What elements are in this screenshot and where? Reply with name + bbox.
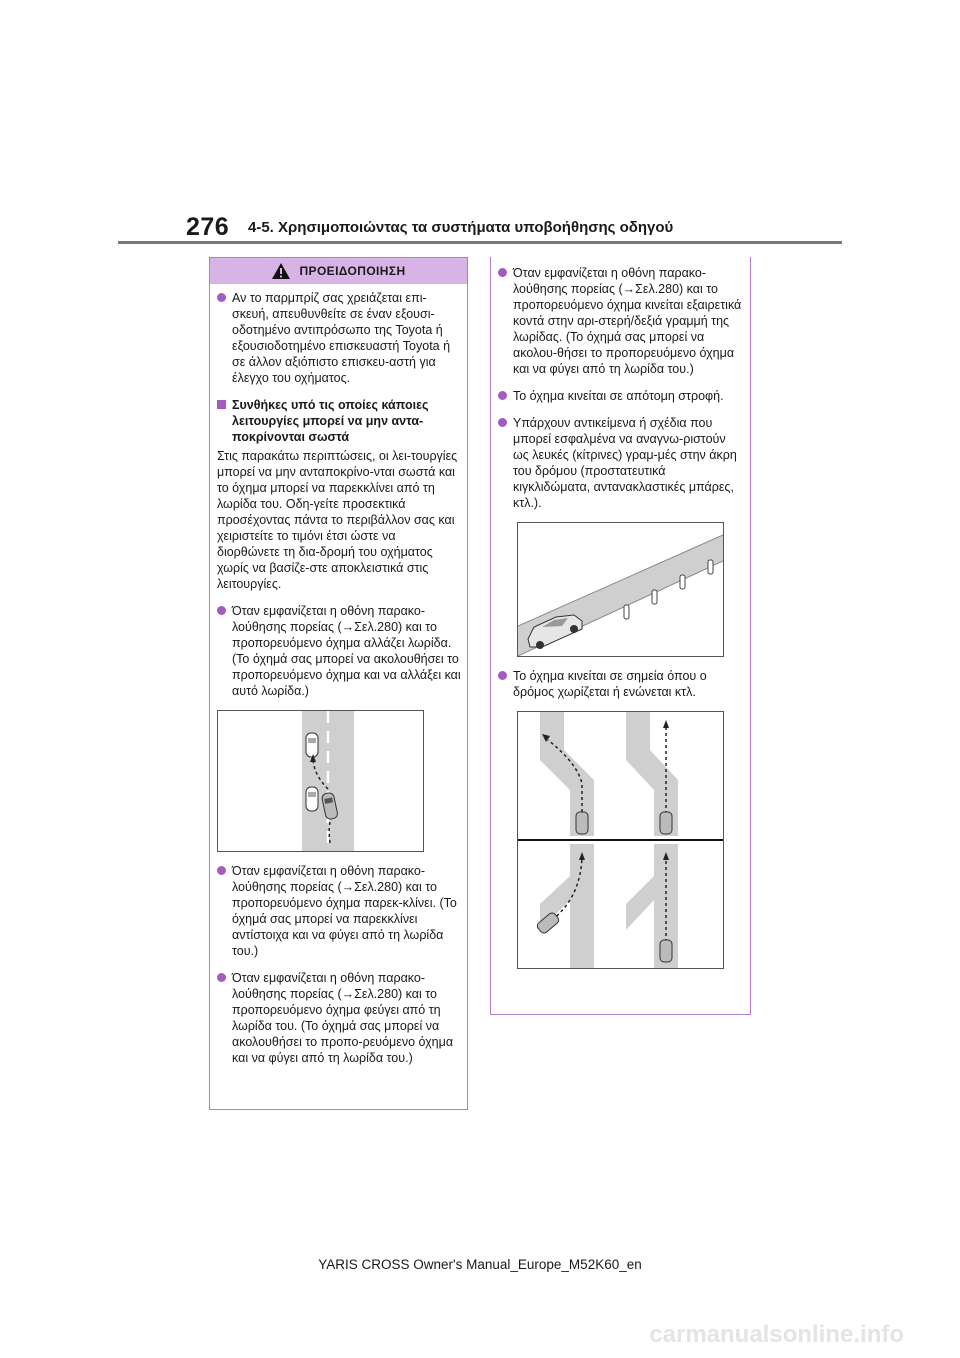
bullet-dot-icon bbox=[498, 391, 507, 400]
bullet-dot-icon bbox=[217, 973, 226, 982]
page-number: 276 bbox=[186, 213, 230, 241]
conditions-subheading: Συνθήκες υπό τις οποίες κάποιες λειτουργίες μπορεί να μην αντα-ποκρίνονται σωστά bbox=[217, 397, 461, 445]
warning-bullet-3: Όταν εμφανίζεται η οθόνη παρακο-λούθησης πορείας (→Σελ.280) και το προπορευόμενο όχημα παρεκ-κλίνει. (Το όχημά σας μπορεί να παρεκκλίνει αντίστοιχα και να φύγει από τη λωρίδα του.) bbox=[217, 863, 461, 959]
warning-bullet-2: Όταν εμφανίζεται η οθόνη παρακο-λούθησης πορείας (→Σελ.280) και το προπορευόμενο όχημα αλλάζει λωρίδα. (Το όχημά σας μπορεί να ακολουθήσει το προπορευόμενο όχημα και να αλλάξει και αυτό λωρίδα.) bbox=[217, 603, 461, 699]
car-icon bbox=[536, 911, 561, 934]
square-bullet-icon bbox=[217, 400, 226, 409]
right-column bbox=[490, 257, 751, 1015]
car-icon bbox=[660, 940, 672, 962]
merge-road-straight-panel bbox=[626, 844, 678, 968]
right-bullet-2: Το όχημα κινείται σε απότομη στροφή. bbox=[498, 388, 744, 404]
warning-bullet-4: Όταν εμφανίζεται η οθόνη παρακο-λούθησης πορείας (→Σελ.280) και το προπορευόμενο όχημα φεύγει από τη λωρίδα του. (Το όχημά σας μπορεί να ακολουθήσει το προπο-ρευόμενο όχημα και να φύγει από τη λωρίδα του.) bbox=[217, 970, 461, 1066]
watermark: carmanualsonline.info bbox=[649, 1321, 904, 1348]
right-bullet-3: Υπάρχουν αντικείμενα ή σχέδια που μπορεί εσφαλμένα να αναγνω-ριστούν ως λευκές (κίτρινες) γραμ-μές στην άκρη του δρόμου (προστατευτικά κιγκλιδώματα, αντανακλαστικές μπάρες, κτλ.). bbox=[498, 415, 744, 511]
split-road-straight-panel bbox=[626, 712, 678, 836]
warning-bullet-1: Αν το παρμπρίζ σας χρειάζεται επι-σκευή, απευθυνθείτε σε έναν εξουσι-οδοτημένο αντιπρόσωπο της Toyota ή εξουσιοδοτημένο επισκευαστή Toyota ή σε άλλον αξιόπιστο επισκευ-αστή για έλεγχο του οχήματος. bbox=[217, 290, 461, 386]
page-footer: YARIS CROSS Owner's Manual_Europe_M52K60_en bbox=[318, 1257, 642, 1272]
bullet-dot-icon bbox=[217, 293, 226, 302]
warning-box bbox=[209, 257, 468, 1110]
bullet-dot-icon bbox=[498, 671, 507, 680]
warning-triangle-icon bbox=[271, 262, 291, 280]
warning-heading: ΠΡΟΕΙΔΟΠΟΙΗΣΗ bbox=[299, 264, 406, 278]
bullet-dot-icon bbox=[498, 418, 507, 427]
merge-road-curve-panel bbox=[536, 844, 594, 968]
guardrail-post-icon bbox=[680, 575, 685, 589]
bullet-dot-icon bbox=[217, 606, 226, 615]
guardrail-post-icon bbox=[652, 590, 657, 604]
guardrail-post-icon bbox=[624, 605, 629, 619]
car-icon bbox=[576, 812, 588, 834]
car-icon bbox=[660, 812, 672, 834]
lane-change-illustration bbox=[217, 710, 424, 852]
conditions-paragraph: Στις παρακάτω περιπτώσεις, οι λει-τουργίες μπορεί να μην ανταποκρίνο-νται σωστά και το όχημα μπορεί να παρεκκλίνει από τη λωρίδα του. Οδη-γείτε προσεκτικά προσέχοντας πάντα το περιβάλλον σας και χειριστείτε το τιμόνι έτσι ώστε να διορθώνετε τη δια-δρομή του οχήματος χωρίς να βασίζε-στε αποκλειστικά στις λειτουργίες. bbox=[217, 449, 458, 591]
road-split-merge-illustration bbox=[517, 711, 724, 969]
section-title: 4-5. Χρησιμοποιώντας τα συστήματα υποβοήθησης οδηγού bbox=[248, 219, 674, 236]
warning-header bbox=[210, 258, 467, 284]
right-bullet-4: Το όχημα κινείται σε σημεία όπου ο δρόμος χωρίζεται ή ενώνεται κτλ. bbox=[498, 668, 744, 700]
guardrail-road-illustration bbox=[517, 522, 724, 657]
right-bullet-1: Όταν εμφανίζεται η οθόνη παρακο-λούθησης πορείας (→Σελ.280) και το προπορευόμενο όχημα κινείται εξαιρετικά κοντά στην αρι-στερή/δεξιά γραμμή της λωρίδας. (Το όχημά σας μπορεί να ακολου-θήσει το προπορευόμενο όχημα και να φύγει από τη λωρίδα του.) bbox=[498, 265, 744, 377]
header-divider bbox=[118, 241, 842, 244]
bullet-dot-icon bbox=[498, 268, 507, 277]
guardrail-post-icon bbox=[708, 560, 713, 574]
own-car-icon bbox=[306, 787, 318, 811]
bullet-dot-icon bbox=[217, 866, 226, 875]
preceding-car-icon bbox=[306, 733, 318, 757]
split-road-left-panel bbox=[540, 712, 594, 836]
